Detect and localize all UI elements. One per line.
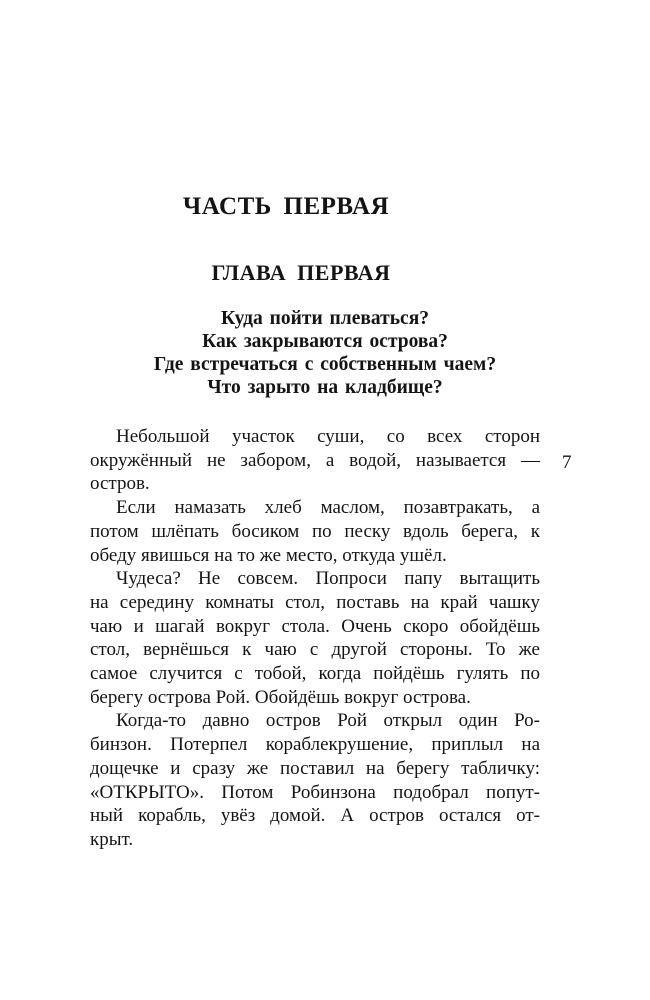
text-line: «ОТКРЫТО». Потом Робинзона подобрал попут- <box>90 781 540 803</box>
text-line: обеду явишься на то же место, откуда ушёл. <box>90 544 447 566</box>
paragraph <box>90 709 540 851</box>
text-line: самое случится с тобой, когда пойдёшь гулять по <box>90 663 540 685</box>
text-line: Чудеса? Не совсем. Попроси папу вытащить <box>116 568 540 590</box>
text-line: остров. <box>90 473 150 495</box>
paragraph <box>90 425 540 496</box>
text-line: берегу острова Рой. Обойдёшь вокруг острова. <box>90 686 471 708</box>
text-line: Когда-то давно остров Рой открыл один Ро- <box>116 710 540 732</box>
chapter-epigraph <box>90 307 560 399</box>
text-line: дощечке и сразу же поставил на берегу табличку: <box>90 757 540 779</box>
text-line: ный корабль, увёз домой. А остров остался от- <box>90 805 540 827</box>
paragraph <box>90 567 540 709</box>
epigraph-line: Где встречаться с собственным чаем? <box>153 354 497 375</box>
text-line: на середину комнаты стол, поставь на край чашку <box>90 591 540 613</box>
text-line: стол, вернёшься к чаю с другой стороны. То же <box>90 639 540 661</box>
text-line: чаю и шагай вокруг стола. Очень скоро обойдёшь <box>90 615 540 637</box>
text-line: потом шлёпать босиком по песку вдоль берега, к <box>90 520 540 542</box>
text-line: крыт. <box>90 828 134 850</box>
text-line: бинзон. Потерпел кораблекрушение, приплыл на <box>90 734 540 756</box>
epigraph-line: Что зарыто на кладбище? <box>207 377 443 398</box>
part-title: ЧАСТЬ ПЕРВАЯ <box>182 193 390 220</box>
epigraph-line: Куда пойти плеваться? <box>220 308 430 329</box>
chapter-title: ГЛАВА ПЕРВАЯ <box>211 260 391 285</box>
page-number: 7 <box>562 452 572 473</box>
body-text <box>90 425 540 852</box>
text-line: Если намазать хлеб маслом, позавтракать, а <box>116 497 540 519</box>
epigraph-line: Как закрываются острова? <box>202 331 448 352</box>
paragraph <box>90 496 540 567</box>
text-line: окружённый не забором, а водой, называется — <box>90 449 540 471</box>
text-line: Небольшой участок суши, со всех сторон <box>116 426 540 447</box>
